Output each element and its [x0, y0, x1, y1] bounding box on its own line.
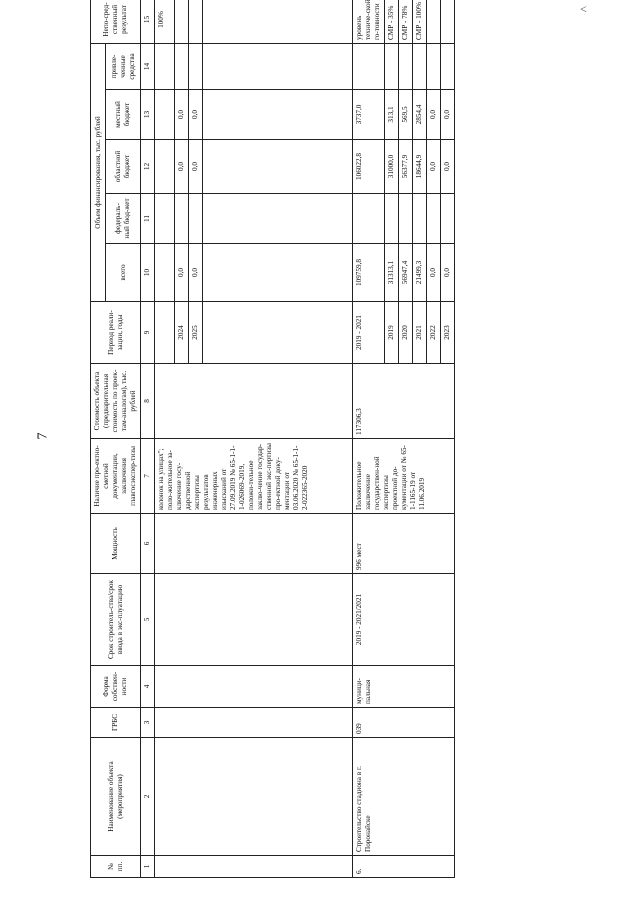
cell-year: 2023	[441, 302, 455, 364]
cell-local: 2854,4	[413, 90, 427, 140]
cell-year: 2024	[175, 302, 189, 364]
cell-empty	[155, 90, 175, 140]
cell-empty	[155, 43, 175, 89]
cell-regional: 56377,9	[399, 140, 413, 194]
cell-year: 2022	[427, 302, 441, 364]
cell-result	[175, 0, 189, 43]
cell-item-capacity: 996 мест	[353, 514, 455, 574]
cell-empty	[155, 738, 353, 856]
cell-local: 313,1	[385, 90, 399, 140]
cell-empty	[155, 708, 353, 738]
cell-federal	[427, 194, 441, 244]
header-no: № пп.	[91, 856, 141, 878]
cell-local: 0,0	[427, 90, 441, 140]
cell-federal	[175, 194, 189, 244]
cell-year: 2019	[385, 302, 399, 364]
header-fin-regional: областной бюджет	[106, 140, 141, 194]
cell-regional: 0,0	[189, 140, 203, 194]
cell-regional: 18644,9	[413, 140, 427, 194]
cell-total: 0,0	[189, 244, 203, 302]
header-cost: Стоимость объекта (предварительная стоимость по проек-там-аналогам), тыс. рублей	[91, 364, 141, 439]
header-fin-total: всего	[106, 244, 141, 302]
header-term: Срок строитель-ства/срок ввода в экс-плуатацию	[91, 574, 141, 666]
cell-year: 2020	[399, 302, 413, 364]
header-fin-local: местный бюджет	[106, 90, 141, 140]
cell-attracted	[353, 43, 385, 89]
header-grbs: ГРБС	[91, 708, 141, 738]
cell-item-cost: 117306,3	[353, 364, 455, 439]
cell-result	[441, 0, 455, 43]
cell-federal	[385, 194, 399, 244]
cell-result: СМР - 35%	[385, 0, 399, 43]
col-number: 13	[141, 90, 155, 140]
header-fin-federal: федераль-ный бюд-жет	[106, 194, 141, 244]
cell-total: 0,0	[427, 244, 441, 302]
header-name: Наименование объекта (мероприятия)	[91, 738, 141, 856]
col-number: 6	[141, 514, 155, 574]
cell-empty	[155, 140, 175, 194]
cell-total: 56947,4	[399, 244, 413, 302]
col-number: 2	[141, 738, 155, 856]
cell-local: 3737,0	[353, 90, 385, 140]
cell-regional: 0,0	[427, 140, 441, 194]
col-number: 11	[141, 194, 155, 244]
cell-attracted	[399, 43, 413, 89]
col-number: 5	[141, 574, 155, 666]
cell-year: 2025	[189, 302, 203, 364]
cell-local: 569,5	[399, 90, 413, 140]
cell-empty	[203, 90, 353, 140]
col-number: 8	[141, 364, 155, 439]
cell-attracted	[385, 43, 399, 89]
col-number: 14	[141, 43, 155, 89]
continuation-row-1	[155, 0, 175, 878]
col-number: 1	[141, 856, 155, 878]
cell-empty	[155, 302, 175, 364]
header-capacity: Мощность	[91, 514, 141, 574]
cell-empty	[155, 666, 353, 708]
cell-total: 31313,1	[385, 244, 399, 302]
cell-regional: 0,0	[441, 140, 455, 194]
column-number-row	[141, 0, 155, 878]
cell-item-grbs: 039	[353, 708, 455, 738]
cell-regional: 31000,0	[385, 140, 399, 194]
header-ownership: Форма собствен-ности	[91, 666, 141, 708]
cell-empty	[203, 0, 353, 43]
header-result: Непо-сред-ственный результат	[91, 0, 141, 43]
rotated-table-container	[90, 0, 608, 878]
cell-result: СМР - 78%	[399, 0, 413, 43]
page-number: 7	[35, 432, 51, 440]
col-number: 3	[141, 708, 155, 738]
cell-empty	[155, 194, 175, 244]
cell-local: 0,0	[441, 90, 455, 140]
cell-empty	[203, 194, 353, 244]
cell-federal	[413, 194, 427, 244]
cell-empty	[203, 43, 353, 89]
cell-attracted	[427, 43, 441, 89]
cell-item-expertise: Положительное заключение государствен-ной экспертизы проектной до-кументации от № 65-1-1165-19 от 11.06.2019	[353, 439, 455, 514]
cell-federal	[399, 194, 413, 244]
cell-result	[189, 0, 203, 43]
cell-empty	[155, 514, 353, 574]
cell-item-no: 6.	[353, 856, 455, 878]
col-number: 7	[141, 439, 155, 514]
cell-regional: 0,0	[175, 140, 189, 194]
table-header-row-1	[91, 0, 106, 878]
cell-empty	[203, 140, 353, 194]
cell-empty	[203, 302, 353, 364]
cell-empty	[155, 364, 353, 439]
cell-empty	[155, 574, 353, 666]
cell-federal	[189, 194, 203, 244]
header-fin-attracted: привле-ченные средства	[106, 43, 141, 89]
cell-item-ownership: муници-пальная	[353, 666, 455, 708]
cell-regional: 106022,8	[353, 140, 385, 194]
cell-attracted	[189, 43, 203, 89]
cell-item-term: 2019 - 2021/2021	[353, 574, 455, 666]
header-period: Период реали-зации, годы	[91, 302, 141, 364]
cell-result	[427, 0, 441, 43]
col-number: 10	[141, 244, 155, 302]
cell-total: 0,0	[175, 244, 189, 302]
cell-empty	[203, 244, 353, 302]
cell-local: 0,0	[189, 90, 203, 140]
header-expertise: Наличие про-ектно-сметной документации, заключения главгосэкспер-тизы	[91, 439, 141, 514]
corner-mark: <	[580, 2, 587, 16]
cell-empty	[155, 244, 175, 302]
cell-local: 0,0	[175, 90, 189, 140]
financing-table	[90, 0, 455, 878]
cell-attracted	[413, 43, 427, 89]
cell-total: 0,0	[441, 244, 455, 302]
cell-attracted	[441, 43, 455, 89]
cell-total: 21499,3	[413, 244, 427, 302]
cell-item-name: Строительство стадиона в г. Поронайске	[353, 738, 455, 856]
col-number: 12	[141, 140, 155, 194]
cell-period: 2019 - 2021	[353, 302, 385, 364]
cell-result: 100%	[155, 0, 175, 43]
header-financing: Объем финансирования, тыс. рублей	[91, 43, 106, 301]
col-number: 9	[141, 302, 155, 364]
cell-expertise-continuation: колонок на улицах"; поло-жительное за-ключение госу-дарственной экспертизы результатов инженерных изысканий от 27.09.2019 № 65-1-1-1-026069-2019, положи-тельное заклю-чение государ-ственной экс-пертизы про-ектной доку-ментации от 03.06.2020 № 65-1-1-2-022365-2020	[155, 439, 353, 514]
cell-empty	[155, 856, 353, 878]
col-number: 15	[141, 0, 155, 43]
cell-federal	[441, 194, 455, 244]
item6-summary-row	[353, 0, 385, 878]
cell-result: уровень техниче-ской го-товности	[353, 0, 385, 43]
cell-result: СМР - 100%	[413, 0, 427, 43]
col-number: 4	[141, 666, 155, 708]
cell-federal	[353, 194, 385, 244]
cell-total: 109759,8	[353, 244, 385, 302]
cell-attracted	[175, 43, 189, 89]
cell-year: 2021	[413, 302, 427, 364]
